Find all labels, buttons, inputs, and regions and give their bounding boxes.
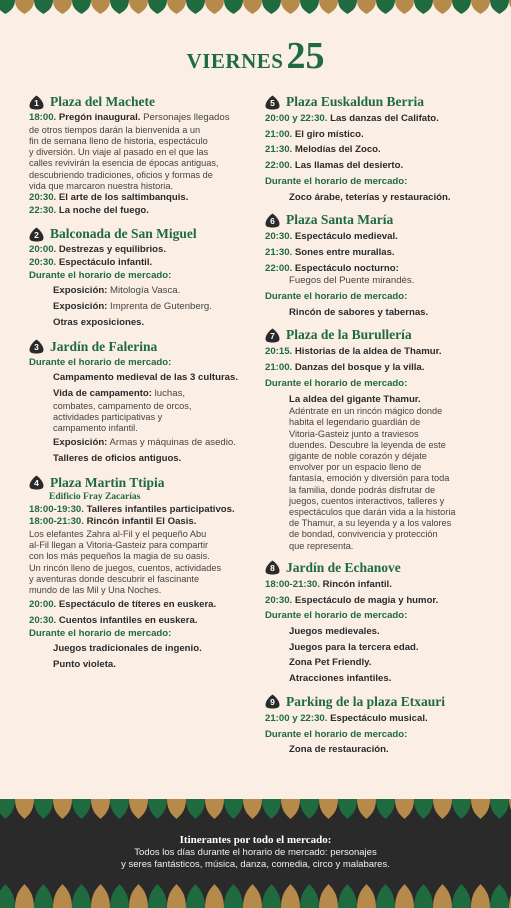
venue-title	[265, 327, 490, 343]
market-item: Juegos tradicionales de ingenio.	[53, 643, 202, 655]
event-description: Adéntrate en un rincón mágico donde habita el legendario guardián de Vitoria-Gasteiz junto a traviesos duendes. Descubre la leyenda de este gigante de noble corazón y déjate envolver por un espacio lleno de fantasía, emoción y diversión para toda la familia, donde podrás disfrutar de juegos, cuentos interactivos, talleres y espectáculos que darán vida a la historia de Thamur, a su leyenda y a los valores de bondad, convivencia y protección que representa.	[289, 406, 456, 551]
location-marker-icon: 8	[265, 560, 280, 575]
scallop-ornament	[338, 799, 357, 819]
venue-title	[29, 226, 257, 242]
market-hours-label: Durante el horario de mercado:	[265, 728, 408, 740]
event-line: 20:15. Historias de la aldea de Thamur.	[265, 346, 442, 358]
footer-line: y seres fantásticos, música, danza, comedia, circo y malabares.	[121, 859, 390, 870]
market-hours-label: Durante el horario de mercado:	[29, 356, 172, 368]
event-line: 18:00-19:30. Talleres infantiles participativos.	[29, 503, 235, 515]
scallop-ornament	[452, 884, 471, 908]
scallop-ornament	[34, 799, 53, 819]
event-line: 18:00-21:30. Rincón infantil El Oasis.	[29, 516, 197, 528]
event-line: 20:30. Espectáculo medieval.	[265, 231, 398, 243]
left-column	[29, 94, 257, 672]
market-item: La aldea del gigante Thamur.	[289, 393, 421, 405]
market-item: Zona Pet Friendly.	[289, 657, 372, 669]
market-hours-label: Durante el horario de mercado:	[265, 175, 408, 187]
scallop-ornament	[490, 0, 509, 14]
scallop-ornament	[129, 799, 148, 819]
market-hours-label: Durante el horario de mercado:	[29, 627, 172, 639]
event-line: 21:30. Melodías del Zoco.	[265, 144, 381, 156]
scallop-ornament	[129, 884, 148, 908]
day-label: VIERNES	[186, 49, 284, 73]
scallop-ornament	[148, 884, 167, 908]
market-item: Vida de campamento: luchas,	[53, 387, 186, 399]
venue-name: Parking de la plaza Etxauri	[286, 693, 446, 709]
right-column	[265, 94, 490, 757]
scallop-ornament	[224, 0, 243, 14]
scallop-ornament	[414, 0, 433, 14]
market-hours-label: Durante el horario de mercado:	[265, 291, 408, 303]
scallop-ornament	[148, 799, 167, 819]
scallop-ornament	[205, 0, 224, 14]
market-item: Exposición: Mitología Vasca.	[53, 285, 181, 297]
scallop-ornament	[224, 884, 243, 908]
scallop-ornament	[0, 0, 15, 14]
scallop-ornament	[300, 799, 319, 819]
scallop-ornament	[205, 799, 224, 819]
scallop-ornament	[110, 799, 129, 819]
event-description: de otros tiempos darán la bienvenida a un fin de semana lleno de historia, espectáculo y diversión. Un viaje al pasado en el que las calles revivirán la esencia de épocas antiguas, descubriendo tradiciones, oficios y formas de vida que marcaron nuestra historia.	[29, 124, 219, 191]
location-marker-icon: 3	[29, 339, 44, 354]
scallop-ornament	[433, 884, 452, 908]
market-item: Zona de restauración.	[289, 744, 389, 756]
venue-name: Jardín de Echanove	[286, 559, 401, 575]
venue-title	[29, 339, 257, 355]
scallop-ornament	[471, 799, 490, 819]
scallop-ornament	[338, 884, 357, 908]
location-marker-icon: 5	[265, 95, 280, 110]
scallop-ornament	[15, 799, 34, 819]
scallop-ornament	[281, 0, 300, 14]
venue-title	[265, 560, 490, 576]
scallop-ornament	[110, 0, 129, 14]
venue-name: Plaza Martin Ttipia	[50, 474, 165, 490]
event-line: 21:00. El giro místico.	[265, 128, 364, 140]
scallop-ornament	[34, 884, 53, 908]
scallop-ornament	[357, 884, 376, 908]
market-hours-label: Durante el horario de mercado:	[265, 377, 408, 389]
scallop-ornament	[243, 884, 262, 908]
footer-line: Todos los días durante el horario de mercado: personajes	[134, 847, 377, 858]
scallop-ornament	[357, 799, 376, 819]
market-item: Punto violeta.	[53, 659, 116, 671]
event-line: 22:00. Las llamas del desierto.	[265, 160, 404, 172]
scallop-ornament	[452, 0, 471, 14]
venue-title	[29, 475, 257, 491]
scallop-ornament	[319, 0, 338, 14]
market-item: Exposición: Imprenta de Gutenberg.	[53, 301, 212, 313]
scallop-ornament	[395, 0, 414, 14]
scallop-ornament	[433, 799, 452, 819]
scallop-ornament	[395, 799, 414, 819]
event-description: combates, campamento de orcos, actividades participativas y campamento infantil.	[53, 400, 192, 434]
event-detail: Fuegos del Puente mirandés.	[289, 275, 415, 287]
scallop-ornament	[414, 799, 433, 819]
scallop-ornament	[262, 799, 281, 819]
scallop-ornament	[300, 884, 319, 908]
scallop-ornament	[319, 884, 338, 908]
market-item: Exposición: Armas y máquinas de asedio.	[53, 437, 236, 449]
market-hours-label: Durante el horario de mercado:	[265, 610, 408, 622]
scallop-ornament	[243, 0, 262, 14]
location-marker-icon: 2	[29, 227, 44, 242]
location-marker-icon: 6	[265, 213, 280, 228]
scallop-ornament	[53, 884, 72, 908]
scallop-ornament	[319, 799, 338, 819]
event-description: Los elefantes Zahra al-Fil y el pequeño Abu al-Fil llegan a Vitoria-Gasteiz para compartir con los más pequeños la magia de su oasis. Un rincón lleno de juegos, cuentos, actividades y aventuras donde descubrir el fascinante mundo de las Mil y Una Noches.	[29, 529, 222, 596]
market-item: Otras exposiciones.	[53, 316, 145, 328]
location-marker-icon: 9	[265, 694, 280, 709]
scallop-ornament	[91, 884, 110, 908]
scallop-ornament	[72, 799, 91, 819]
event-line: 18:00. Pregón inaugural. Personajes llegados	[29, 112, 230, 123]
scallop-ornament	[110, 884, 129, 908]
venue-title	[265, 212, 490, 228]
venue-name: Jardín de Falerina	[50, 338, 158, 354]
location-marker-icon: 1	[29, 95, 44, 110]
venue-title	[265, 694, 490, 710]
venue-name: Plaza Euskaldun Berria	[286, 94, 425, 109]
footer-title: Itinerantes por todo el mercado:	[179, 834, 332, 846]
scallop-ornament	[91, 799, 110, 819]
event-line: 20:30. Espectáculo infantil.	[29, 257, 153, 269]
scallop-ornament	[148, 0, 167, 14]
event-line: 21:00. Danzas del bosque y la villa.	[265, 362, 425, 374]
scallop-ornament	[338, 0, 357, 14]
market-item: Rincón de sabores y tabernas.	[289, 306, 429, 318]
scallop-ornament	[376, 884, 395, 908]
scallop-ornament	[167, 0, 186, 14]
scallop-ornament	[186, 884, 205, 908]
scallop-ornament	[15, 0, 34, 14]
event-line: 22:30. La noche del fuego.	[29, 204, 149, 216]
market-item: Zoco árabe, teterías y restauración.	[289, 191, 451, 203]
scallop-ornament	[433, 0, 452, 14]
event-line: 20:00. Destrezas y equilibrios.	[29, 244, 167, 256]
scallop-ornament	[186, 799, 205, 819]
scallop-ornament	[357, 0, 376, 14]
venue-name: Balconada de San Miguel	[50, 226, 197, 242]
scallop-ornament	[72, 884, 91, 908]
top-decorative-border	[0, 0, 511, 14]
event-line: 21:30. Sones entre murallas.	[265, 246, 395, 258]
venue-title	[29, 94, 257, 110]
scallop-ornament	[15, 884, 34, 908]
scallop-ornament	[0, 799, 15, 819]
scallop-ornament	[205, 884, 224, 908]
page-title	[0, 34, 511, 78]
scallop-ornament	[395, 884, 414, 908]
footer-decorative-border	[0, 799, 511, 819]
event-line: 20:00 y 22:30. Las danzas del Califato.	[265, 113, 439, 124]
market-item: Atracciones infantiles.	[289, 673, 392, 685]
venue-name: Plaza de la Burullería	[286, 327, 412, 343]
market-item: Juegos para la tercera edad.	[289, 641, 419, 653]
scallop-ornament	[243, 799, 262, 819]
scallop-ornament	[452, 799, 471, 819]
scallop-ornament	[281, 799, 300, 819]
location-marker-icon: 7	[265, 328, 280, 343]
scallop-ornament	[471, 884, 490, 908]
market-hours-label: Durante el horario de mercado:	[29, 269, 172, 281]
scallop-ornament	[53, 799, 72, 819]
scallop-ornament	[0, 884, 15, 908]
scallop-ornament	[376, 799, 395, 819]
bottom-decorative-border	[0, 884, 511, 908]
event-line: 20:30. El arte de los saltimbanquis.	[29, 191, 189, 203]
scallop-ornament	[72, 0, 91, 14]
venue-name: Plaza del Machete	[50, 94, 155, 109]
scallop-ornament	[376, 0, 395, 14]
day-number: 25	[286, 35, 325, 77]
footer-panel	[0, 819, 511, 884]
scallop-ornament	[471, 0, 490, 14]
venue-title	[265, 94, 490, 110]
event-line: 20:30. Cuentos infantiles en euskera.	[29, 615, 198, 626]
scallop-ornament	[262, 0, 281, 14]
scallop-ornament	[262, 884, 281, 908]
scallop-ornament	[224, 799, 243, 819]
market-item: Campamento medieval de las 3 culturas.	[53, 372, 239, 384]
scallop-ornament	[300, 0, 319, 14]
scallop-ornament	[167, 799, 186, 819]
scallop-ornament	[281, 884, 300, 908]
scallop-ornament	[91, 0, 110, 14]
scallop-ornament	[490, 799, 509, 819]
scallop-ornament	[186, 0, 205, 14]
venue-name: Plaza Santa María	[286, 212, 394, 228]
scallop-ornament	[53, 0, 72, 14]
event-line: 18:00-21:30. Rincón infantil.	[265, 578, 392, 590]
market-item: Talleres de oficios antiguos.	[53, 452, 182, 464]
scallop-ornament	[414, 884, 433, 908]
scallop-ornament	[490, 884, 509, 908]
event-line: 20:00. Espectáculo de títeres en euskera.	[29, 599, 217, 611]
event-line: 20:30. Espectáculo de magia y humor.	[265, 594, 439, 606]
event-line: 21:00 y 22:30. Espectáculo musical.	[265, 712, 428, 724]
event-line: 22:00. Espectáculo nocturno:	[265, 262, 399, 274]
scallop-ornament	[129, 0, 148, 14]
market-item: Juegos medievales.	[289, 626, 380, 637]
venue-subtitle: Edificio Fray Zacarías	[49, 491, 141, 502]
scallop-ornament	[167, 884, 186, 908]
scallop-ornament	[34, 0, 53, 14]
location-marker-icon: 4	[29, 475, 44, 490]
